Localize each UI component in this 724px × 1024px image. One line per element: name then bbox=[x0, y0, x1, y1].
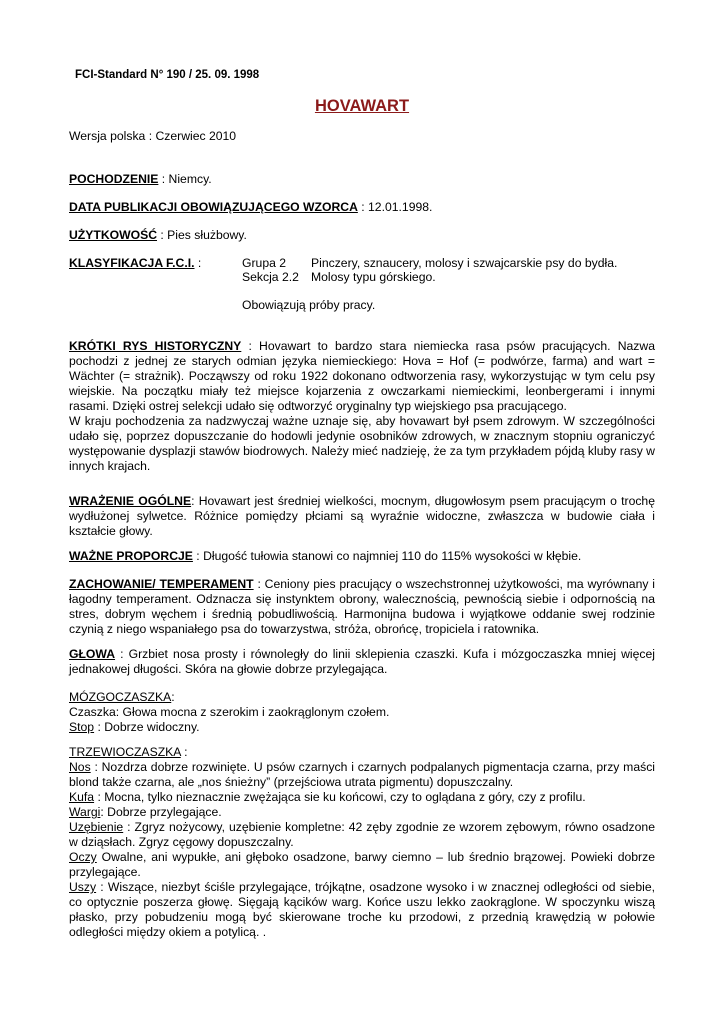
uszy-label: Uszy bbox=[69, 880, 97, 894]
klasyfikacja-heading bbox=[69, 256, 201, 271]
nos-label: Nos bbox=[69, 760, 91, 774]
glowa-label: GŁOWA bbox=[69, 647, 116, 661]
pochodzenie-label: POCHODZENIE bbox=[69, 172, 159, 186]
stop-label: Stop bbox=[69, 720, 95, 734]
wargi-text: : Dobrze przylegające. bbox=[100, 805, 222, 819]
rys-paragraph-1 bbox=[69, 339, 655, 414]
version-line: Wersja polska : Czerwiec 2010 bbox=[69, 129, 237, 143]
trzewioczaszka-section bbox=[69, 745, 655, 940]
uzebienie-item bbox=[69, 820, 655, 850]
oczy-text: Owalne, ani wypukłe, ani głęboko osadzone, barwy ciemno – lub średnio brązowej. Powieki dobrze przylegające. bbox=[69, 850, 655, 879]
sekcja-label: Sekcja 2.2 bbox=[242, 270, 299, 284]
data-publikacji-label: DATA PUBLIKACJI OBOWIĄZUJĄCEGO WZORCA bbox=[69, 200, 358, 214]
uzytkowosc-text: : Pies służbowy. bbox=[157, 228, 247, 242]
grupa-text: Pinczery, sznaucery, molosy i szwajcarskie psy do bydła. bbox=[311, 256, 618, 270]
kufa-label: Kufa bbox=[69, 790, 95, 804]
wargi-item bbox=[69, 805, 655, 820]
rys-paragraph-2: W kraju pochodzenia za nadzwyczaj ważne uznaje się, aby hovawart był psem zdrowym. W szczególności udało się, poprzez dopuszczanie do hodowli jedynie osobników zdrowych, w znacznym stopniu ograniczyć występowanie dysplazji stawów biodrowych. Należy mieć nadzieję, że za tym przykładem pójdą kluby rasy w innych krajach. bbox=[69, 414, 655, 473]
pochodzenie-section bbox=[69, 172, 655, 187]
rys-historyczny-section bbox=[69, 339, 655, 474]
data-publikacji-section bbox=[69, 200, 655, 215]
nos-item bbox=[69, 760, 655, 790]
uzytkowosc-label: UŻYTKOWOŚĆ bbox=[69, 228, 158, 242]
grupa-label: Grupa 2 bbox=[242, 256, 287, 270]
proporcje-label: WAŻNE PROPORCJE bbox=[69, 549, 193, 563]
pochodzenie-text: : Niemcy. bbox=[158, 172, 212, 186]
oczy-item bbox=[69, 850, 655, 880]
kufa-text: : Mocna, tylko nieznacznie zwężająca sie ku końcowi, czy to oglądana z góry, czy z profilu. bbox=[94, 790, 586, 804]
glowa-section bbox=[69, 647, 655, 677]
wrazenie-section bbox=[69, 494, 655, 539]
wargi-label: Wargi bbox=[69, 805, 101, 819]
glowa-text: : Grzbiet nosa prosty i równoległy do linii sklepienia czaszki. Kufa i mózgoczaszka mniej więcej jednakowej długości. Skóra na głowie dobrze przylegająca. bbox=[69, 647, 655, 676]
zachowanie-section bbox=[69, 577, 655, 637]
klasyfikacja-colon: : bbox=[194, 256, 202, 270]
stop-text: : Dobrze widoczny. bbox=[94, 720, 200, 734]
sekcja-text: Molosy typu górskiego. bbox=[311, 270, 436, 284]
zachowanie-text: : Ceniony pies pracujący o wszechstronnej użytkowości, ma wyrównany i łagodny temperament. Odznacza się instynktem obrony, walecznością, pewnością siebie i odpornością na stres, dobrym węchem i średnią pobudliwością. Harmonijna budowa i wyjątkowe oddanie swej rodzinie czynią z niego wspaniałego psa do towarzystwa, stróża, obrońcę, tropiciela i ratownika. bbox=[69, 577, 655, 636]
uszy-text: : Wiszące, niezbyt ściśle przylegające, trójkątne, osadzone wysoko i w znacznej odległości od siebie, co optycznie poszerza głowę. Sięgają kącików warg. Końce uszu lekko zaokrąglone. W spoczynku wiszą płasko, przy pobudzeniu mogą być skierowane troche ku przodowi, z przednią krawędzią w połowie odległości między okiem a potylicą. . bbox=[69, 880, 655, 939]
wrazenie-label: WRAŻENIE OGÓLNE bbox=[69, 494, 192, 508]
trzewioczaszka-heading bbox=[69, 745, 655, 760]
fci-standard-header: FCI-Standard N° 190 / 25. 09. 1998 bbox=[75, 69, 260, 81]
stop-line bbox=[69, 720, 655, 735]
kufa-item bbox=[69, 790, 655, 805]
trzewioczaszka-label: TRZEWIOCZASZKA bbox=[69, 745, 181, 759]
breed-title: HOVAWART bbox=[314, 97, 410, 115]
nos-text: : Nozdrza dobrze rozwinięte. U psów czarnych i czarnych podpalanych pigmentacja czarna, przy maści blond także czarna, ale „nos śnieżny” (przejściowa utrata pigmentu) dopuszczalny. bbox=[69, 760, 655, 789]
oczy-label: Oczy bbox=[69, 850, 97, 864]
proby-pracy: Obowiązują próby pracy. bbox=[242, 298, 376, 312]
proporcje-section bbox=[69, 549, 655, 564]
uzytkowosc-section bbox=[69, 228, 655, 243]
uzebienie-label: Uzębienie bbox=[69, 820, 124, 834]
mozgoczaszka-section bbox=[69, 690, 655, 735]
zachowanie-label: ZACHOWANIE/ TEMPERAMENT bbox=[69, 577, 254, 591]
czaszka-line: Czaszka: Głowa mocna z szerokim i zaokrąglonym czołem. bbox=[69, 705, 390, 719]
uszy-item bbox=[69, 880, 655, 940]
mozgoczaszka-label: MÓZGOCZASZKA bbox=[69, 690, 172, 704]
wrazenie-text: : Hovawart jest średniej wielkości, mocnym, długowłosym psem pracującym o trochę wydłużonej sylwetce. Różnice pomiędzy płciami są wyraźnie widoczne, zwłaszcza w budowie ciała i kształcie głowy. bbox=[69, 494, 655, 538]
rys-label: KRÓTKI RYS HISTORYCZNY bbox=[69, 339, 242, 353]
mozgoczaszka-heading bbox=[69, 690, 655, 705]
trzewioczaszka-colon: : bbox=[180, 745, 188, 759]
rys-text: : Hovawart to bardzo stara niemiecka rasa psów pracujących. Nazwa pochodzi z jednej ze starych odmian języka niemieckiego: Hova = Hof (= podwórze, farma) and wart = Wächter (= strażnik). Począwszy od roku 1922 dokonano odtworzenia rasy, wykorzystując w tym celu psy wiejskie. Na początku miały też miejsce kojarzenia z owczarkami niemieckimi, leonbergerami i innymi rasami. Dzięki ostrej selekcji udało się odtworzyć oryginalny typ wiejskiego psa pracującego. bbox=[69, 339, 655, 413]
mozgoczaszka-colon: : bbox=[171, 690, 175, 704]
proporcje-text: : Długość tułowia stanowi co najmniej 110 do 115% wysokości w kłębie. bbox=[192, 549, 582, 563]
klasyfikacja-label: KLASYFIKACJA F.C.I. bbox=[69, 256, 195, 270]
uzebienie-text: : Zgryz nożycowy, uzębienie kompletne: 42 zęby zgodnie ze wzorem zębowym, równo osadzone w dziąsłach. Zgryz cęgowy dopuszczalny. bbox=[69, 820, 655, 849]
data-publikacji-text: : 12.01.1998. bbox=[357, 200, 433, 214]
